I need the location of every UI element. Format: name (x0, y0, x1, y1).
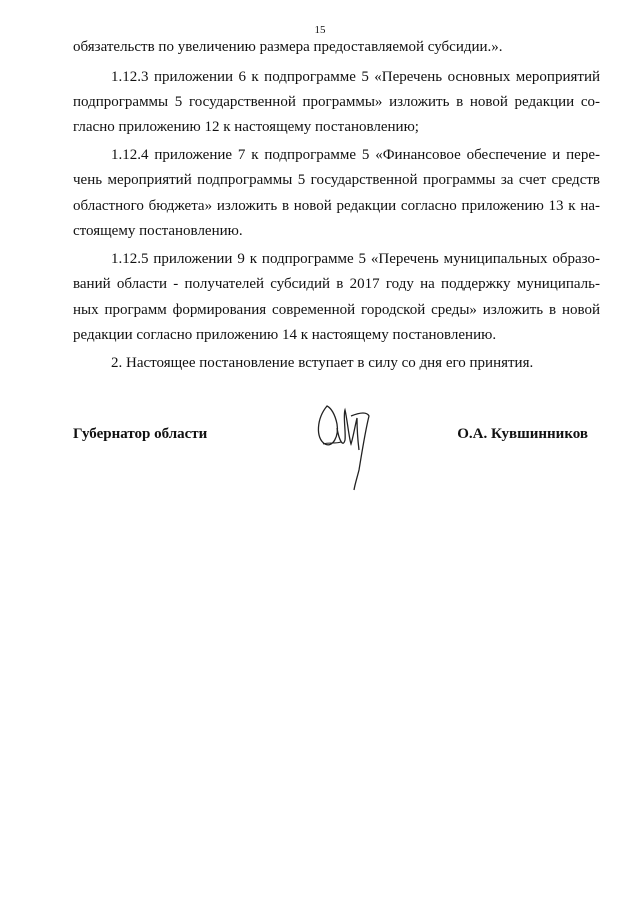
paragraph-1-12-4-line-1: 1.12.4 приложение 7 к подпрограмме 5 «Финансовое обеспечение и пере- (111, 147, 600, 163)
paragraph-1-12-5-line-1: 1.12.5 приложении 9 к подпрограмме 5 «Перечень муниципальных образо- (111, 251, 600, 267)
paragraph-continuation-line: обязательств по увеличению размера предоставляемой субсидии.». (73, 39, 503, 55)
handwritten-signature-icon (313, 398, 373, 493)
paragraph-1-12-3-line-3: гласно приложению 12 к настоящему постановлению; (73, 119, 419, 135)
signatory-name: О.А. Кувшинников (457, 426, 588, 442)
paragraph-2-line-1: 2. Настоящее постановление вступает в силу со дня его принятия. (111, 355, 534, 371)
signatory-position: Губернатор области (73, 426, 208, 442)
paragraph-1-12-4-line-2: чень мероприятий подпрограммы 5 государственной программы за счет средств (73, 172, 600, 188)
paragraph-1-12-3-line-1: 1.12.3 приложении 6 к подпрограмме 5 «Перечень основных мероприятий (111, 69, 600, 85)
paragraph-1-12-5-line-2: ваний области - получателей субсидий в 2017 году на поддержку муниципаль- (73, 276, 600, 292)
paragraph-1-12-5-line-3: ных программ формирования современной городской среды» изложить в новой (73, 302, 600, 318)
paragraph-1-12-4-line-4: стоящему постановлению. (73, 223, 243, 239)
paragraph-1-12-4-line-3: областного бюджета» изложить в новой редакции согласно приложению 13 к на- (73, 198, 600, 214)
paragraph-1-12-5-line-4: редакции согласно приложению 14 к настоящему постановлению. (73, 327, 497, 343)
paragraph-1-12-3-line-2: подпрограммы 5 государственной программы» изложить в новой редакции со- (73, 94, 600, 110)
page-number: 15 (314, 24, 326, 36)
